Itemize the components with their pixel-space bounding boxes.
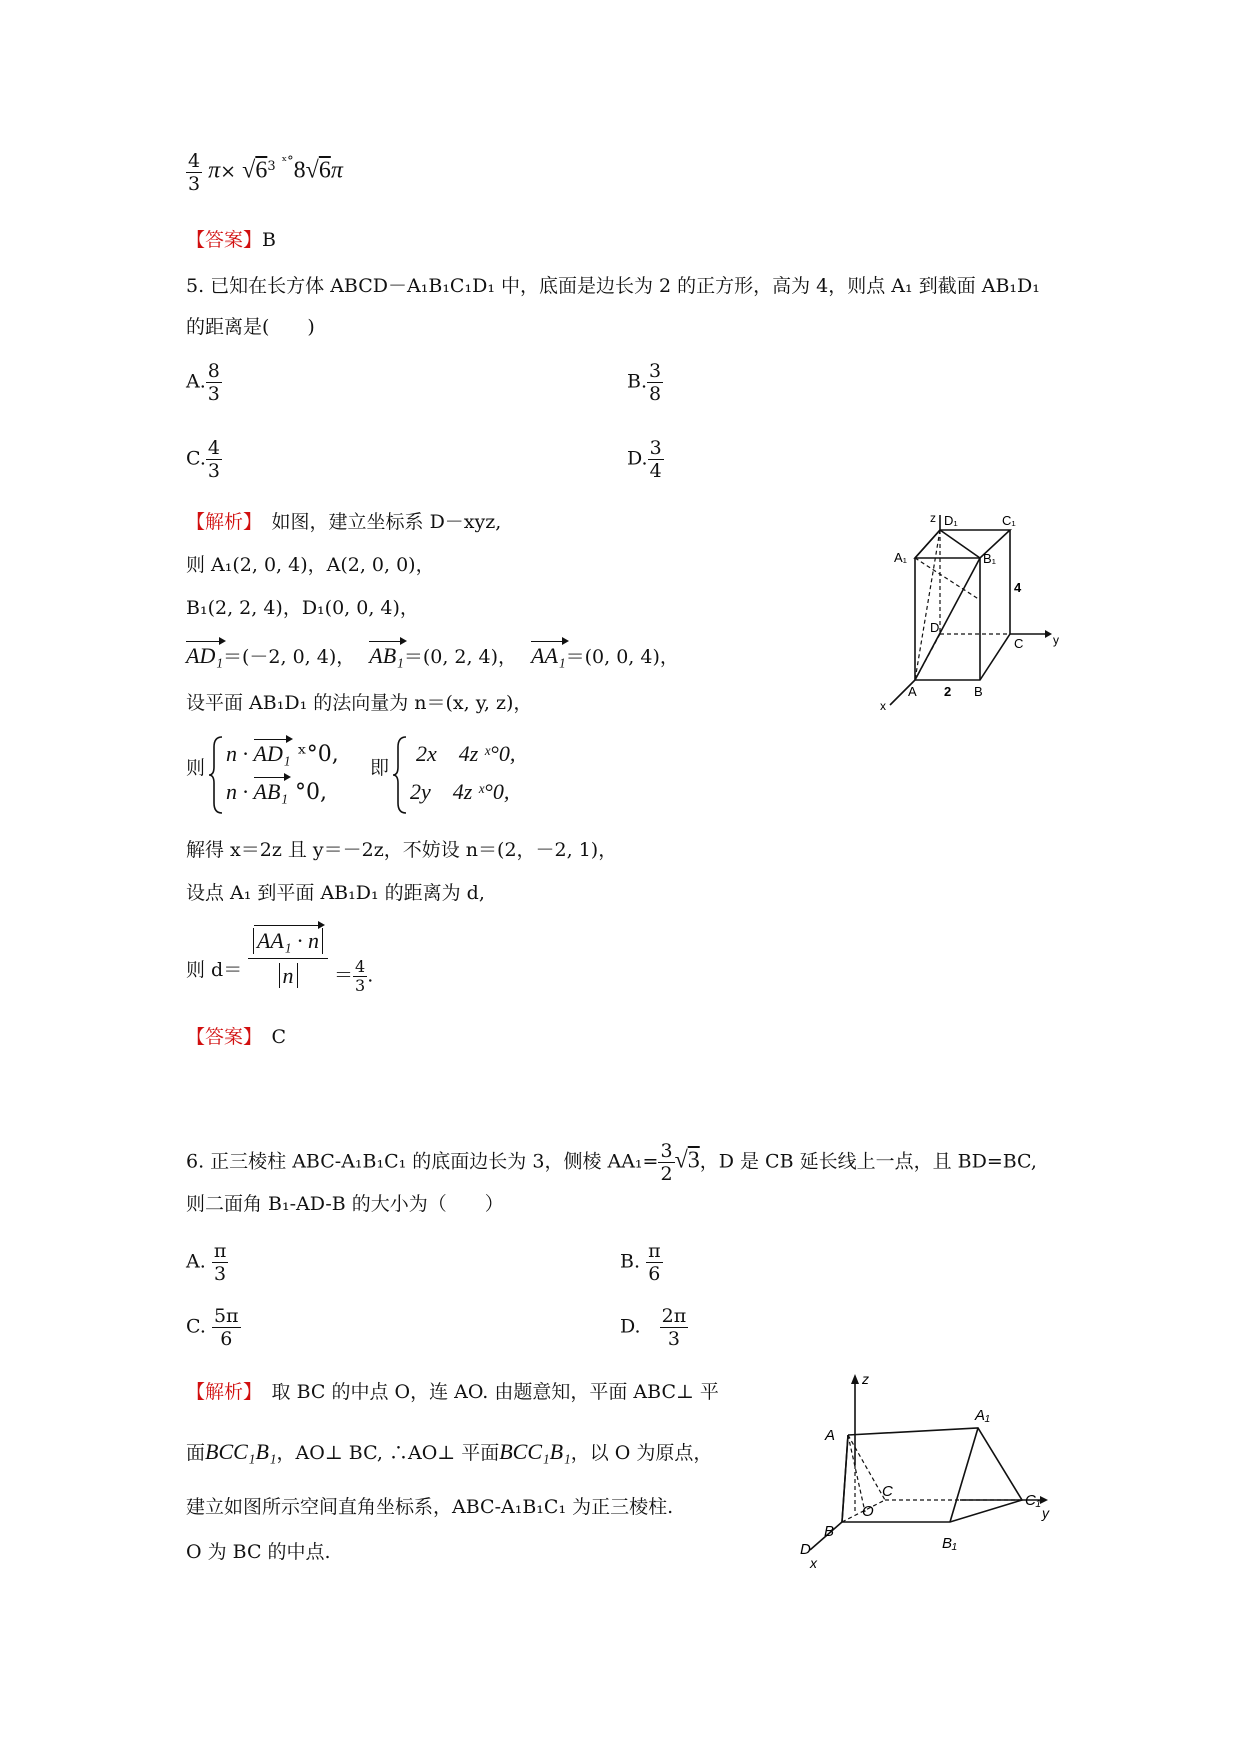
option-label: D. [620, 1315, 641, 1338]
hidden-ao [848, 1435, 865, 1512]
edge-d1b1 [940, 530, 980, 558]
vector-value: ＝(0, 2, 4)， [403, 646, 518, 668]
q6-sol-line3: 建立如图所示空间直角坐标系，ABC-A₁B₁C₁ 为正三棱柱. [186, 1496, 674, 1518]
q5-stem-line2: 的距离是( ) [186, 316, 315, 338]
q5-option-d [627, 437, 664, 482]
q6-sol-line2 [186, 1440, 712, 1465]
frac-num: 4 [188, 150, 201, 172]
label-z: z [930, 511, 936, 525]
sol-text: ，以 O 为原点， [570, 1442, 713, 1464]
q6-option-a [186, 1240, 228, 1285]
option-label: B. [620, 1250, 641, 1273]
label-b: B [824, 1523, 835, 1540]
q5-sol-vectors [186, 644, 679, 669]
stem-text: 6. 正三棱柱 ABC-A₁B₁C₁ 的底面边长为 3，侧棱 AA₁= [186, 1150, 659, 1173]
distance-eq [334, 958, 373, 995]
vector-ab1: AB₁ [253, 779, 289, 804]
label-c1: C₁ [1002, 513, 1016, 528]
q5-sol-line9: 设点 A₁ 到平面 AB₁D₁ 的距离为 d, [186, 882, 485, 904]
frac-num: π [648, 1240, 661, 1262]
vector-value: ＝(－2, 0, 4)， [222, 646, 356, 668]
z-arrow [851, 1374, 859, 1384]
q5-sol-line3: B₁(2, 2, 4)，D₁(0, 0, 4)， [186, 597, 419, 619]
option-label: B. [627, 370, 648, 393]
label-d1: D₁ [944, 513, 958, 528]
distance-numerator: AA₁ · n [253, 928, 323, 954]
frac-num: 4 [355, 957, 366, 976]
label-d: D [800, 1541, 811, 1558]
label-a1: A₁ [894, 550, 908, 565]
answer-value: C [271, 1026, 287, 1048]
pi-symbol: π [208, 157, 221, 184]
answer-5 [186, 1025, 286, 1049]
plane-bcc1b1: BCC₁B₁ [499, 1439, 571, 1464]
label-x: x [810, 1555, 817, 1571]
system2-row1: 2x 4z ˣ°0, [416, 741, 516, 766]
frac-num: 3 [649, 437, 662, 459]
sol-text: 面 [186, 1442, 206, 1464]
eq-value: 8 [293, 157, 306, 184]
label-b1: B₁ [983, 551, 997, 566]
frac-den: 3 [207, 383, 220, 405]
analysis-label: 【解析】 [186, 511, 253, 533]
distance-denominator: n [279, 963, 298, 988]
option-label: C. [186, 1315, 206, 1338]
q5-stem-line1: 5. 已知在长方体 ABCD－A₁B₁C₁D₁ 中，底面是边长为 2 的正方形，高为 4，则点 A₁ 到截面 AB₁D₁ [186, 275, 1040, 297]
sol-text: 取 BC 的中点 O，连 AO. 由题意知，平面 ABC⊥ 平 [271, 1381, 719, 1403]
sol-text: ，AO⊥ BC, ∴AO⊥ 平面 [276, 1442, 500, 1464]
y-arrow [1040, 1496, 1048, 1504]
label-z: z [862, 1371, 869, 1387]
option-label: C. [186, 447, 206, 470]
frac-den: 3 [214, 1263, 227, 1285]
equals-zero: ˣ°0, [297, 742, 339, 767]
option-label: A. [186, 1250, 206, 1273]
vector-ad1: AD₁ [253, 741, 291, 766]
frac-num: 3 [649, 360, 662, 382]
distance-fraction [248, 922, 328, 989]
frac-den: 8 [649, 383, 662, 405]
vector-value: ＝(0, 0, 4)， [565, 646, 679, 668]
distance-pre: 则 d＝ [186, 959, 243, 981]
label-y: y [1042, 1505, 1049, 1521]
q6-option-b [620, 1240, 663, 1285]
q5-option-a [186, 360, 222, 405]
option-label: D. [627, 447, 648, 470]
edge-ab [842, 1435, 848, 1522]
label-c: C [882, 1483, 893, 1500]
q5-system-ze: 则 [186, 757, 206, 779]
frac-den: 3 [355, 976, 366, 995]
answer-value: B [262, 229, 276, 251]
q5-solution-intro [186, 510, 501, 534]
frac-num: 4 [207, 437, 220, 459]
label-o: O [862, 1503, 874, 1520]
frac-den: 3 [188, 173, 201, 195]
times-symbol: × [220, 160, 237, 183]
analysis-label: 【解析】 [186, 1381, 253, 1403]
hidden-a1-mid [915, 558, 980, 600]
label-height-4: 4 [1014, 580, 1022, 595]
q6-stem-line1: 6. 正三棱柱 ABC-A₁B₁C₁ 的底面边长为 3，侧棱 AA₁= $\frac{3}{2}$ √3，D 是 CB 延长线上一点，且 BD=BC, [186, 1140, 1037, 1185]
frac-num: 2π [661, 1305, 687, 1327]
sol-text: 如图，建立坐标系 D－xyz, [271, 511, 502, 533]
q6-sol-line4: O 为 BC 的中点. [186, 1541, 331, 1563]
q6-stem-line2: 则二面角 B₁-AD-B 的大小为（ ） [186, 1193, 504, 1215]
vector-ad1: AD₁ [186, 643, 223, 668]
label-a1: A₁ [975, 1407, 990, 1424]
system2-row2: 2y 4z ˣ°0, [410, 779, 510, 804]
label-a: A [825, 1427, 836, 1444]
label-c: C [1014, 636, 1024, 651]
frac-num: 8 [207, 360, 220, 382]
q6-prism-figure [770, 1370, 1060, 1580]
equals: ＝ [334, 964, 354, 987]
frac-den: 6 [648, 1263, 661, 1285]
frac-den: 3 [207, 460, 220, 482]
system-row1 [226, 742, 339, 767]
q5-option-c [186, 437, 222, 482]
stem-text: ，D 是 CB 延长线上一点，且 BD=BC, [699, 1150, 1037, 1173]
frac-num: 5π [213, 1305, 239, 1327]
frac-den: 3 [667, 1328, 680, 1350]
plane-bcc1b1: BCC₁B₁ [205, 1439, 277, 1464]
frac-den: 4 [649, 460, 662, 482]
q6-sol-line1 [186, 1380, 719, 1404]
label-c1: C₁ [1025, 1492, 1041, 1509]
answer-label: 【答案】 [186, 229, 263, 251]
sqrt-six: 6 [255, 157, 268, 184]
system-ji: 即 [370, 757, 390, 779]
label-d: D [930, 620, 940, 635]
vector-ab1: AB₁ [369, 643, 404, 668]
q5-sol-line2: 则 A₁(2, 0, 4)，A(2, 0, 0)， [186, 554, 435, 576]
garbled-equals: ˣ° [281, 154, 294, 169]
exponent: 3 [267, 159, 276, 175]
label-b1: B₁ [942, 1535, 957, 1552]
label-y: y [1053, 633, 1059, 647]
frac-den: 2 [660, 1163, 673, 1185]
q5-sol-line8: 解得 x＝2z 且 y＝－2z，不妨设 n＝(2，－2, 1)， [186, 839, 618, 861]
hidden-ac [848, 1435, 885, 1500]
pi-symbol-2: π [330, 157, 343, 184]
bottom-face [915, 634, 1010, 680]
y-arrow [1045, 630, 1052, 638]
label-b: B [974, 684, 983, 699]
edge-a1b1 [950, 1428, 978, 1522]
label-a: A [908, 684, 917, 699]
left-brace [208, 735, 226, 815]
top-formula: $\frac{4}{3}$ $\pi\times √6^3$ $^{ˣ^\circ}$8√6π [188, 150, 343, 195]
sqrt-six-2: 6 [318, 157, 331, 184]
frac-num: π [213, 1240, 227, 1262]
label-side-2: 2 [944, 684, 952, 699]
label-x: x [880, 699, 886, 713]
period: . [367, 964, 374, 987]
q5-sol-line5: 设平面 AB₁D₁ 的法向量为 n＝(x, y, z)， [186, 692, 533, 714]
left-brace-2 [392, 735, 410, 815]
frac-den: 6 [220, 1328, 233, 1350]
frac-num: 3 [660, 1140, 673, 1162]
vector-n: n · [226, 741, 254, 766]
sqrt-three: 3 [687, 1147, 700, 1174]
answer-4 [186, 228, 276, 252]
vector-aa1: AA₁ [531, 643, 566, 668]
q6-option-d [620, 1305, 688, 1350]
vector-n: n · [226, 779, 254, 804]
q6-option-c [186, 1305, 241, 1350]
answer-label: 【答案】 [186, 1026, 253, 1048]
q5-box-figure [870, 500, 1070, 720]
equals-zero: °0, [295, 780, 328, 805]
q5-option-b [627, 360, 663, 405]
option-label: A. [186, 370, 206, 393]
system-row2 [226, 780, 327, 805]
